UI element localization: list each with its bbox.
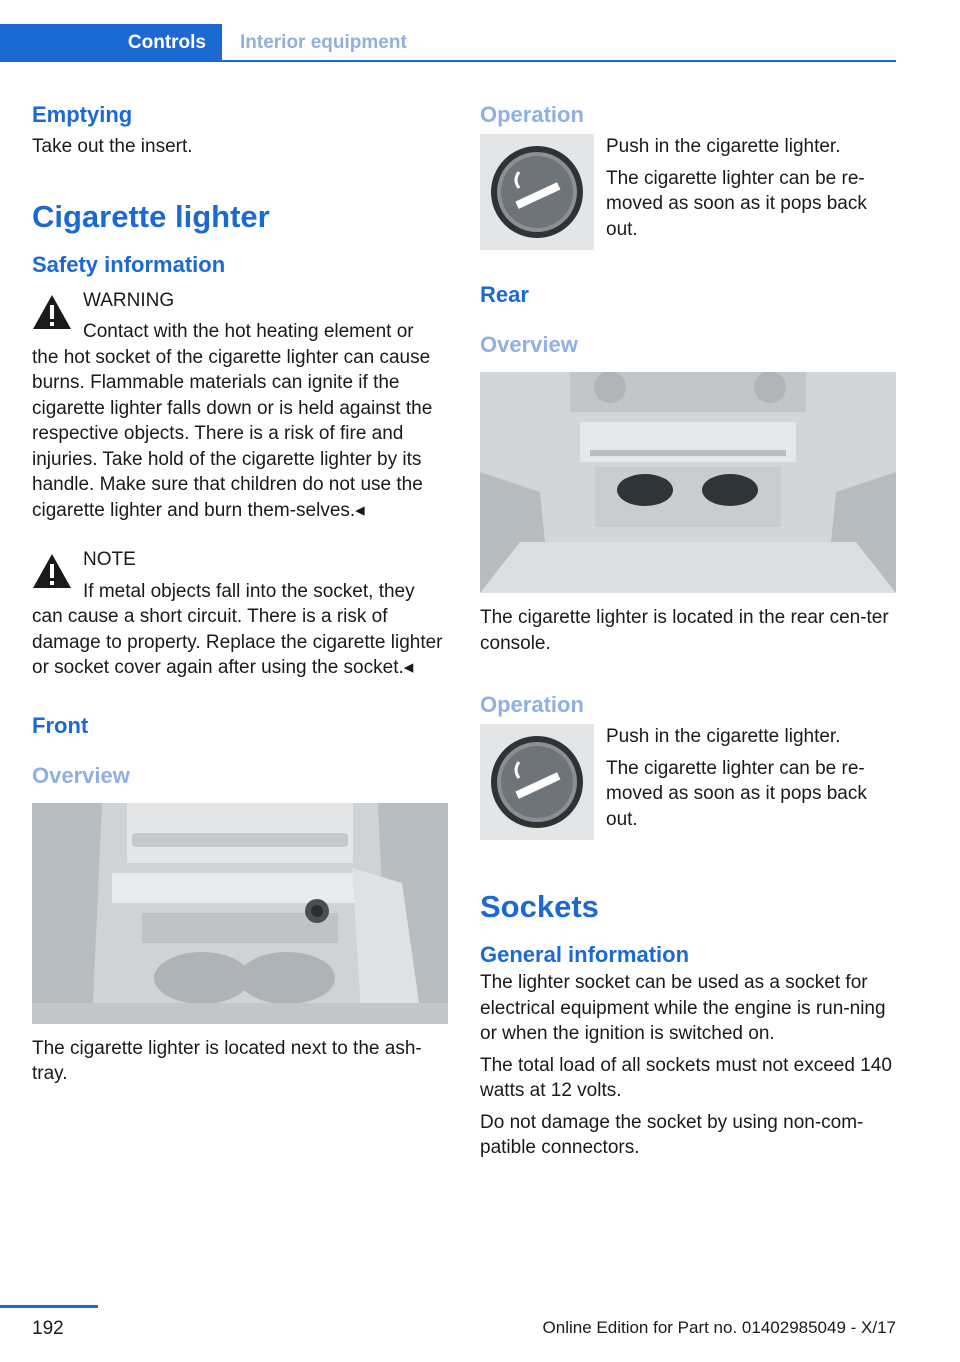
warning-block <box>32 288 448 524</box>
warning-triangle-icon <box>32 294 72 330</box>
general-paragraph-3: Do not damage the socket by using non-com-patible connectors. <box>480 1111 864 1158</box>
cigarette-lighter-icon <box>480 134 594 250</box>
tab-interior-equipment[interactable]: Interior equipment <box>240 32 407 53</box>
operation2-heading: Operation <box>480 692 584 717</box>
front-heading: Front <box>32 712 89 738</box>
rear-overview-heading: Overview <box>480 332 578 357</box>
general-paragraph-1: The lighter socket can be used as a socket for electrical equipment while the engine is run-ning or when the ignition is switched on. <box>480 972 886 1044</box>
rear-heading: Rear <box>480 282 529 307</box>
chapter-header <box>0 24 896 62</box>
safety-information-heading: Safety information <box>32 251 226 277</box>
rear-caption: The cigarette lighter is located in the rear cen-ter console. <box>480 607 889 654</box>
right-column <box>480 100 896 1161</box>
operation-heading: Operation <box>480 102 584 127</box>
operation2-text: Push in the cigarette lighter. The cigarette lighter can be re-moved as soon as it pops back out. <box>606 726 867 830</box>
front-console-photo <box>32 803 448 1024</box>
rear-console-photo <box>480 372 896 593</box>
footer-rule <box>0 1305 98 1308</box>
note-label: NOTE <box>83 549 136 570</box>
note-text: If metal objects fall into the socket, they can cause a short circuit. There is a risk of damage to property. Replace the cigarette lighter or socket cover again after using the socket.◂ <box>32 580 443 678</box>
warning-text: Contact with the hot heating element or the hot socket of the cigarette lighter can cause burns. Flammable materials can ignite if the cigarette lighter falls down or is held against the respective objects. There is a risk of fire and injuries. Take hold of the cigarette lighter by its handle. Make sure that children do not use the cigarette lighter and burn them-selves.◂ <box>32 321 433 521</box>
page-number: 192 <box>32 1318 64 1339</box>
cigarette-lighter-heading: Cigarette lighter <box>32 198 270 234</box>
emptying-heading: Emptying <box>32 102 133 127</box>
operation-block <box>480 134 896 250</box>
emptying-text: Take out the insert. <box>32 136 193 157</box>
edition-text: Online Edition for Part no. 01402985049 - X/17 <box>542 1318 896 1337</box>
operation-text: Push in the cigarette lighter. The cigarette lighter can be re-moved as soon as it pops back out. <box>606 136 867 240</box>
note-block <box>32 547 448 681</box>
warning-triangle-icon <box>32 553 72 589</box>
front-overview-heading: Overview <box>32 762 130 788</box>
operation2-block <box>480 724 896 840</box>
warning-label: WARNING <box>83 289 175 311</box>
tab-controls[interactable]: Controls <box>0 24 222 62</box>
cigarette-lighter-icon <box>480 724 594 840</box>
sockets-heading: Sockets <box>480 889 599 924</box>
general-information-heading: General information <box>480 942 690 967</box>
general-paragraph-2: The total load of all sockets must not exceed 140 watts at 12 volts. <box>480 1054 892 1101</box>
left-column <box>32 100 448 1087</box>
front-caption: The cigarette lighter is located next to the ash-tray. <box>32 1037 422 1084</box>
